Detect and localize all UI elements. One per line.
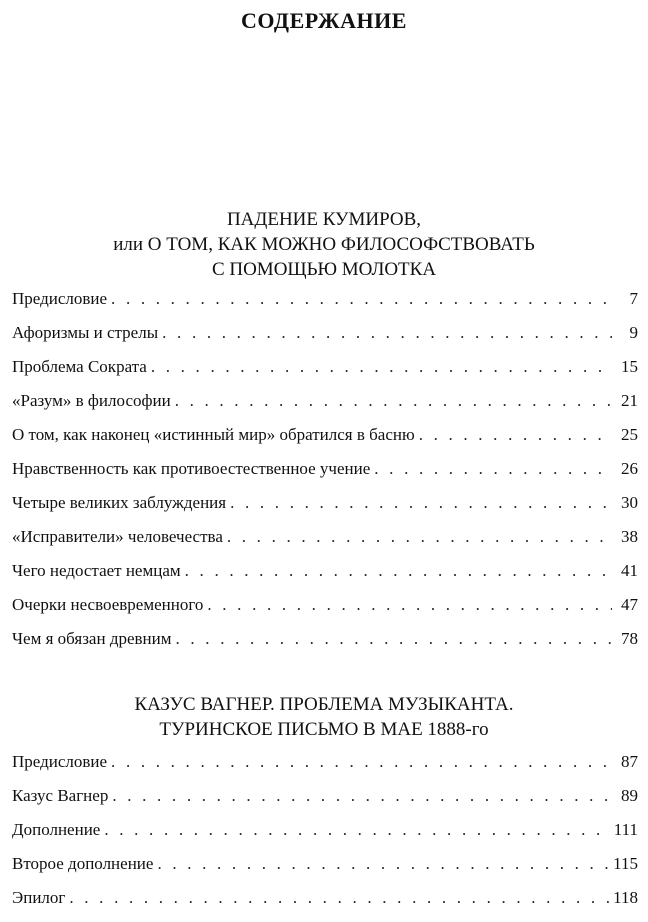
toc-entry-title: «Разум» в философии: [12, 391, 171, 410]
dot-leader: [175, 391, 612, 411]
dot-leader: [111, 752, 612, 772]
toc-entry: [12, 493, 638, 527]
toc-entry-title: Чего недостает немцам: [12, 561, 181, 580]
toc-entry-title: Дополнение: [12, 820, 101, 839]
toc-entry-page: 26: [621, 459, 638, 478]
section-heading-line: КАЗУС ВАГНЕР. ПРОБЛЕМА МУЗЫКАНТА.: [134, 694, 514, 715]
toc-entry-title: Четыре великих заблуждения: [12, 493, 227, 512]
toc-entry-page: 47: [621, 595, 638, 614]
toc-entry: [12, 357, 638, 391]
toc-entry-title: Проблема Сократа: [12, 357, 147, 376]
dot-leader: [230, 493, 612, 513]
toc-entry-page: 118: [613, 888, 638, 907]
toc-entry: [12, 820, 638, 854]
toc-entry-page: 25: [621, 425, 638, 444]
dot-leader: [69, 888, 609, 908]
dot-leader: [227, 527, 612, 547]
toc-entry: [12, 391, 638, 425]
dot-leader: [207, 595, 612, 615]
toc-entry-title: Казус Вагнер: [12, 786, 109, 805]
toc-entry-page: 9: [629, 323, 638, 342]
toc-entry: [12, 854, 638, 888]
dot-leader: [151, 357, 612, 377]
toc-entry-page: 38: [621, 527, 638, 546]
dot-leader: [176, 629, 613, 649]
toc-entry: [12, 289, 638, 323]
dot-leader: [157, 854, 609, 874]
toc-list-2: [12, 752, 638, 922]
toc-entry-page: 115: [613, 854, 638, 873]
section-heading-1: [0, 207, 648, 282]
toc-entry-title: Афоризмы и стрелы: [12, 323, 159, 342]
toc-entry-title: Чем я обязан древним: [12, 629, 172, 648]
toc-entry-title: О том, как наконец «истинный мир» обратился в басню: [12, 425, 415, 444]
page-title: СОДЕРЖАНИЕ: [241, 8, 407, 33]
toc-entry-page: 15: [621, 357, 638, 376]
toc-entry-page: 21: [621, 391, 638, 410]
toc-entry: [12, 786, 638, 820]
toc-entry-page: 78: [621, 629, 638, 648]
toc-entry: [12, 888, 638, 922]
dot-leader: [185, 561, 612, 581]
dot-leader: [419, 425, 612, 445]
section-heading-line: ТУРИНСКОЕ ПИСЬМО В МАЕ 1888-го: [159, 719, 489, 740]
toc-entry-title: Очерки несвоевременного: [12, 595, 204, 614]
toc-entry-title: Второе дополнение: [12, 854, 154, 873]
toc-entry-page: 87: [621, 752, 638, 771]
toc-entry-page: 30: [621, 493, 638, 512]
toc-entry: [12, 595, 638, 629]
toc-entry-page: 89: [621, 786, 638, 805]
dot-leader: [112, 786, 612, 806]
toc-entry: [12, 629, 638, 663]
toc-entry: [12, 561, 638, 595]
toc-entry: [12, 323, 638, 357]
toc-entry: [12, 459, 638, 493]
toc-entry: [12, 527, 638, 561]
dot-leader: [162, 323, 612, 343]
toc-entry-title: «Исправители» человечества: [12, 527, 223, 546]
toc-entry-title: Предисловие: [12, 289, 108, 308]
dot-leader: [374, 459, 612, 479]
dot-leader: [111, 289, 612, 309]
section-heading-line: или О ТОМ, КАК МОЖНО ФИЛОСОФСТВОВАТЬ: [113, 234, 535, 255]
section-heading-line: С ПОМОЩЬЮ МОЛОТКА: [211, 259, 437, 280]
dot-leader: [104, 820, 609, 840]
toc-entry-title: Эпилог: [12, 888, 66, 907]
section-heading-line: ПАДЕНИЕ КУМИРОВ,: [226, 209, 422, 230]
toc-entry-page: 41: [621, 561, 638, 580]
toc-entry-title: Нравственность как противоестественное учение: [12, 459, 371, 478]
toc-entry-title: Предисловие: [12, 752, 108, 771]
toc-entry: [12, 425, 638, 459]
toc-entry-page: 7: [629, 289, 638, 308]
toc-entry-page: 111: [613, 820, 638, 839]
toc-list-1: [12, 289, 638, 663]
toc-entry: [12, 752, 638, 786]
section-heading-2: [0, 692, 648, 742]
